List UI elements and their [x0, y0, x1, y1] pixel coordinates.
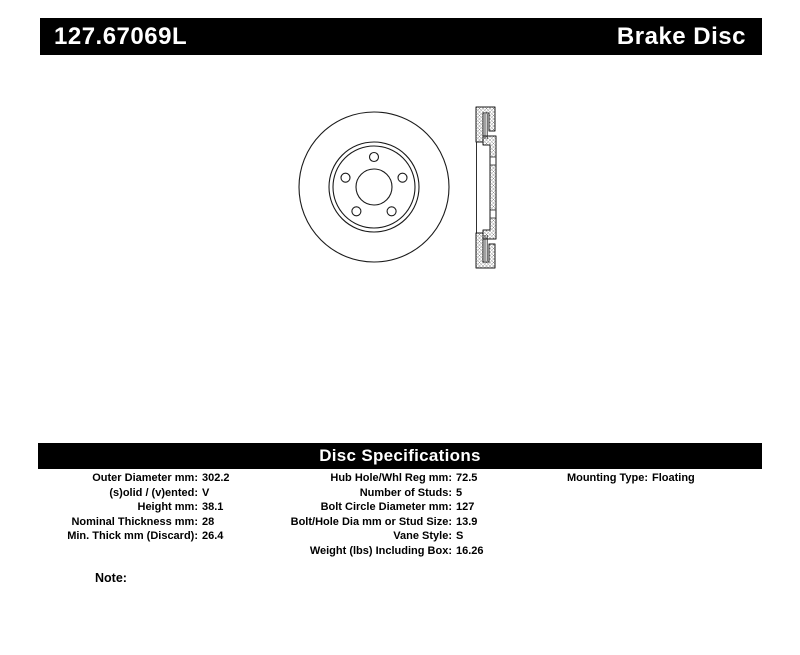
- note-label: Note:: [95, 571, 127, 585]
- spec-value: 26.4: [202, 530, 224, 542]
- spec-value: V: [202, 486, 210, 499]
- spec-label: Mounting Type:: [566, 472, 648, 484]
- spec-section-title: Disc Specifications: [319, 446, 481, 465]
- part-number: 127.67069L: [54, 22, 188, 50]
- spec-row-bolt-circle: [280, 500, 535, 515]
- spec-row-weight: [280, 544, 535, 559]
- spec-row-nominal-thickness: [40, 515, 270, 530]
- spec-value: 72.5: [456, 472, 478, 484]
- spec-row-hub-hole: [280, 471, 535, 486]
- outer-diameter-circle: [299, 112, 449, 262]
- spec-label: Vane Style:: [393, 530, 452, 542]
- spec-row-solid-vented: [40, 486, 270, 501]
- spec-value: 28: [202, 515, 215, 528]
- spec-value: S: [456, 530, 464, 542]
- spec-value: Floating: [652, 472, 695, 484]
- spec-row-bolt-hole-dia: [280, 515, 535, 530]
- stud-hole-icon: [387, 207, 396, 216]
- front-view-icon: [299, 112, 449, 262]
- spec-label: Height mm:: [137, 501, 198, 513]
- spec-value: 5: [456, 486, 463, 499]
- spec-value: 127: [456, 501, 475, 513]
- spec-row-outer-diameter: [40, 471, 270, 486]
- spec-label: Nominal Thickness mm:: [71, 515, 198, 528]
- center-hole-circle: [356, 169, 392, 205]
- spec-column-dimensions: [40, 471, 270, 544]
- header-bar: [40, 18, 762, 55]
- spec-row-mounting-type: [540, 471, 762, 486]
- stud-hole-icon: [398, 173, 407, 182]
- spec-value: 302.2: [202, 472, 230, 484]
- stud-hole-section: [491, 157, 496, 165]
- spec-label: Bolt Circle Diameter mm:: [320, 501, 452, 513]
- spec-row-min-thickness: [40, 529, 270, 544]
- stud-hole-icon: [352, 207, 361, 216]
- stud-hole-icon: [341, 173, 350, 182]
- hat-inner-circle: [333, 146, 415, 228]
- spec-column-hub: [280, 471, 535, 558]
- spec-label: Min. Thick mm (Discard):: [67, 530, 198, 542]
- spec-row-number-of-studs: [280, 486, 535, 501]
- stud-hole-icon: [370, 153, 379, 162]
- spec-label: Number of Studs:: [359, 486, 452, 499]
- spec-label: Bolt/Hole Dia mm or Stud Size:: [290, 515, 452, 528]
- spec-label: (s)olid / (v)ented:: [109, 486, 198, 499]
- cross-section-view-icon: [476, 107, 496, 268]
- spec-row-height: [40, 500, 270, 515]
- spec-label: Outer Diameter mm:: [92, 472, 198, 484]
- stud-hole-section: [491, 210, 496, 218]
- section-hat: [483, 136, 496, 239]
- spec-value: 38.1: [202, 501, 224, 513]
- spec-row-vane-style: [280, 529, 535, 544]
- spec-value: 16.26: [456, 544, 484, 557]
- hat-outer-circle: [329, 142, 419, 232]
- spec-value: 13.9: [456, 515, 478, 528]
- product-title: Brake Disc: [616, 22, 746, 50]
- spec-section-title-bar: [38, 443, 762, 469]
- technical-drawing: [270, 92, 540, 292]
- spec-label: Hub Hole/Whl Reg mm:: [330, 472, 452, 484]
- spec-label: Weight (lbs) Including Box:: [309, 544, 452, 557]
- spec-column-mounting: [540, 471, 762, 486]
